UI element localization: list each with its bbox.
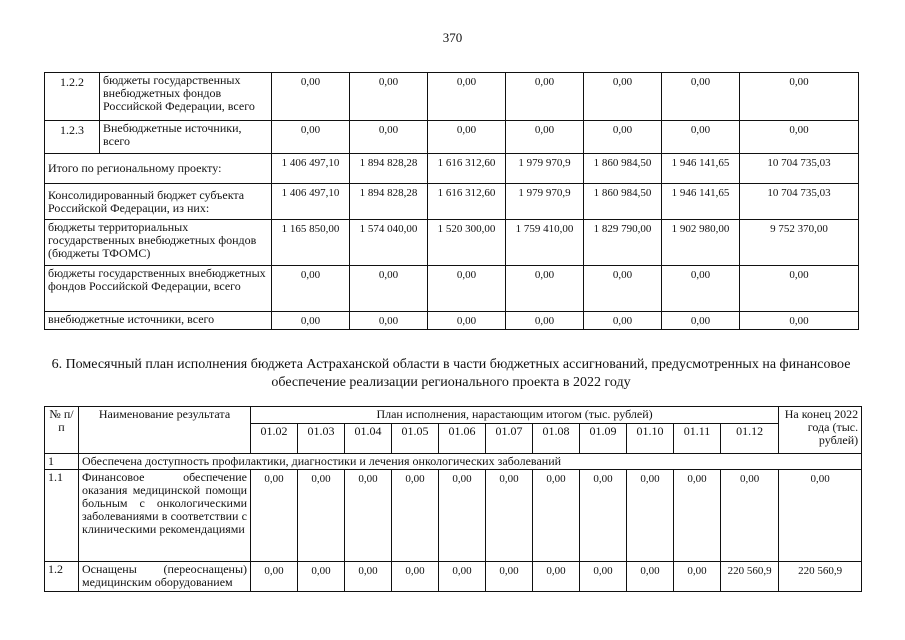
value-cell: 0,00: [506, 312, 584, 330]
plan-header-row: [45, 407, 862, 424]
value-cell: 1 574 040,00: [350, 220, 428, 266]
value-cell: 10 704 735,03: [740, 154, 859, 184]
row-label: Внебюджетные источники, всего: [100, 121, 272, 154]
budget-row: [45, 220, 859, 266]
value-cell: 0,00: [584, 266, 662, 312]
month-header: 01.02: [251, 424, 298, 454]
value-cell: 0,00: [428, 121, 506, 154]
value-cell: 220 560,9: [721, 562, 779, 592]
value-cell: 0,00: [272, 73, 350, 121]
budget-row: [45, 184, 859, 220]
month-header: 01.10: [627, 424, 674, 454]
header-end: На конец 2022 года (тыс. рублей): [779, 407, 862, 454]
value-cell: 0,00: [350, 266, 428, 312]
value-cell: 0,00: [392, 562, 439, 592]
value-cell: 0,00: [298, 470, 345, 562]
budget-row: [45, 154, 859, 184]
row-label: Оснащены (переоснащены) медицинским оборудованием: [79, 562, 251, 592]
value-cell: 0,00: [533, 470, 580, 562]
value-cell: 0,00: [392, 470, 439, 562]
result-row: [45, 562, 862, 592]
value-cell: 1 616 312,60: [428, 154, 506, 184]
value-cell: 0,00: [674, 562, 721, 592]
value-cell: 0,00: [662, 73, 740, 121]
value-cell: 0,00: [506, 121, 584, 154]
section-label: Обеспечена доступность профилактики, диагностики и лечения онкологических заболеваний: [79, 454, 862, 470]
row-code: 1.2.2: [45, 73, 100, 121]
value-cell: 0,00: [580, 562, 627, 592]
value-cell: 0,00: [740, 266, 859, 312]
value-cell: 1 860 984,50: [584, 184, 662, 220]
value-cell: 1 902 980,00: [662, 220, 740, 266]
header-num: № п/п: [45, 407, 79, 454]
row-label: внебюджетные источники, всего: [45, 312, 272, 330]
value-cell: 0,00: [345, 562, 392, 592]
month-header: 01.06: [439, 424, 486, 454]
value-cell: 1 829 790,00: [584, 220, 662, 266]
value-cell: 0,00: [662, 121, 740, 154]
budget-table: [44, 72, 859, 330]
budget-row: [45, 121, 859, 154]
value-cell: 0,00: [345, 470, 392, 562]
total-cell: 0,00: [779, 470, 862, 562]
row-label: Итого по региональному проекту:: [45, 154, 272, 184]
section-code: 1: [45, 454, 79, 470]
value-cell: 9 752 370,00: [740, 220, 859, 266]
budget-row: [45, 312, 859, 330]
value-cell: 0,00: [486, 562, 533, 592]
row-label: бюджеты государственных внебюджетных фондов Российской Федерации, всего: [100, 73, 272, 121]
header-name: Наименование результата: [79, 407, 251, 454]
row-code: 1.2: [45, 562, 79, 592]
value-cell: 0,00: [350, 73, 428, 121]
value-cell: 0,00: [506, 73, 584, 121]
value-cell: 1 946 141,65: [662, 184, 740, 220]
value-cell: 0,00: [662, 312, 740, 330]
budget-row: [45, 73, 859, 121]
value-cell: 0,00: [584, 121, 662, 154]
value-cell: 0,00: [721, 470, 779, 562]
value-cell: 0,00: [251, 470, 298, 562]
month-header: 01.11: [674, 424, 721, 454]
value-cell: 1 520 300,00: [428, 220, 506, 266]
value-cell: 0,00: [662, 266, 740, 312]
value-cell: 0,00: [584, 73, 662, 121]
budget-row: [45, 266, 859, 312]
value-cell: 0,00: [272, 121, 350, 154]
row-code: 1.1: [45, 470, 79, 562]
value-cell: 0,00: [439, 562, 486, 592]
month-header: 01.08: [533, 424, 580, 454]
value-cell: 0,00: [272, 312, 350, 330]
value-cell: 1 759 410,00: [506, 220, 584, 266]
value-cell: 0,00: [350, 121, 428, 154]
value-cell: 1 946 141,65: [662, 154, 740, 184]
result-section-row: [45, 454, 862, 470]
plan-table: [44, 406, 862, 592]
value-cell: 0,00: [627, 562, 674, 592]
month-header: 01.07: [486, 424, 533, 454]
page-number: 370: [442, 30, 463, 45]
value-cell: 1 979 970,9: [506, 154, 584, 184]
value-cell: 0,00: [627, 470, 674, 562]
value-cell: 0,00: [428, 266, 506, 312]
row-label: бюджеты государственных внебюджетных фондов Российской Федерации, всего: [45, 266, 272, 312]
value-cell: 0,00: [428, 312, 506, 330]
value-cell: 1 894 828,28: [350, 154, 428, 184]
value-cell: 0,00: [486, 470, 533, 562]
value-cell: 1 406 497,10: [272, 154, 350, 184]
month-header: 01.04: [345, 424, 392, 454]
value-cell: 0,00: [533, 562, 580, 592]
value-cell: 0,00: [740, 121, 859, 154]
value-cell: 0,00: [580, 470, 627, 562]
value-cell: 1 894 828,28: [350, 184, 428, 220]
value-cell: 10 704 735,03: [740, 184, 859, 220]
value-cell: 0,00: [740, 312, 859, 330]
header-plan: План исполнения, нарастающим итогом (тыс. рублей): [251, 407, 779, 424]
value-cell: 0,00: [251, 562, 298, 592]
month-header: 01.12: [721, 424, 779, 454]
value-cell: 0,00: [428, 73, 506, 121]
month-header: 01.09: [580, 424, 627, 454]
month-header: 01.03: [298, 424, 345, 454]
value-cell: 1 979 970,9: [506, 184, 584, 220]
value-cell: 0,00: [506, 266, 584, 312]
value-cell: 0,00: [439, 470, 486, 562]
value-cell: 1 860 984,50: [584, 154, 662, 184]
row-label: Финансовое обеспечение оказания медицинской помощи больным с онкологическими заболеваниями в соответствии с клиническими рекомендациями: [79, 470, 251, 562]
value-cell: 0,00: [740, 73, 859, 121]
value-cell: 0,00: [674, 470, 721, 562]
row-code: 1.2.3: [45, 121, 100, 154]
row-label: Консолидированный бюджет субъекта Российской Федерации, из них:: [45, 184, 272, 220]
month-header: 01.05: [392, 424, 439, 454]
value-cell: 0,00: [298, 562, 345, 592]
value-cell: 0,00: [350, 312, 428, 330]
value-cell: 1 406 497,10: [272, 184, 350, 220]
result-row: [45, 470, 862, 562]
value-cell: 0,00: [584, 312, 662, 330]
value-cell: 1 616 312,60: [428, 184, 506, 220]
row-label: бюджеты территориальных государственных внебюджетных фондов (бюджеты ТФОМС): [45, 220, 272, 266]
value-cell: 1 165 850,00: [272, 220, 350, 266]
value-cell: 0,00: [272, 266, 350, 312]
total-cell: 220 560,9: [779, 562, 862, 592]
section-title: 6. Помесячный план исполнения бюджета Астраханской области в части бюджетных ассигнований, предусмотренных на финансовое обеспечение реализации регионального проекта в 2022 году: [51, 357, 851, 390]
